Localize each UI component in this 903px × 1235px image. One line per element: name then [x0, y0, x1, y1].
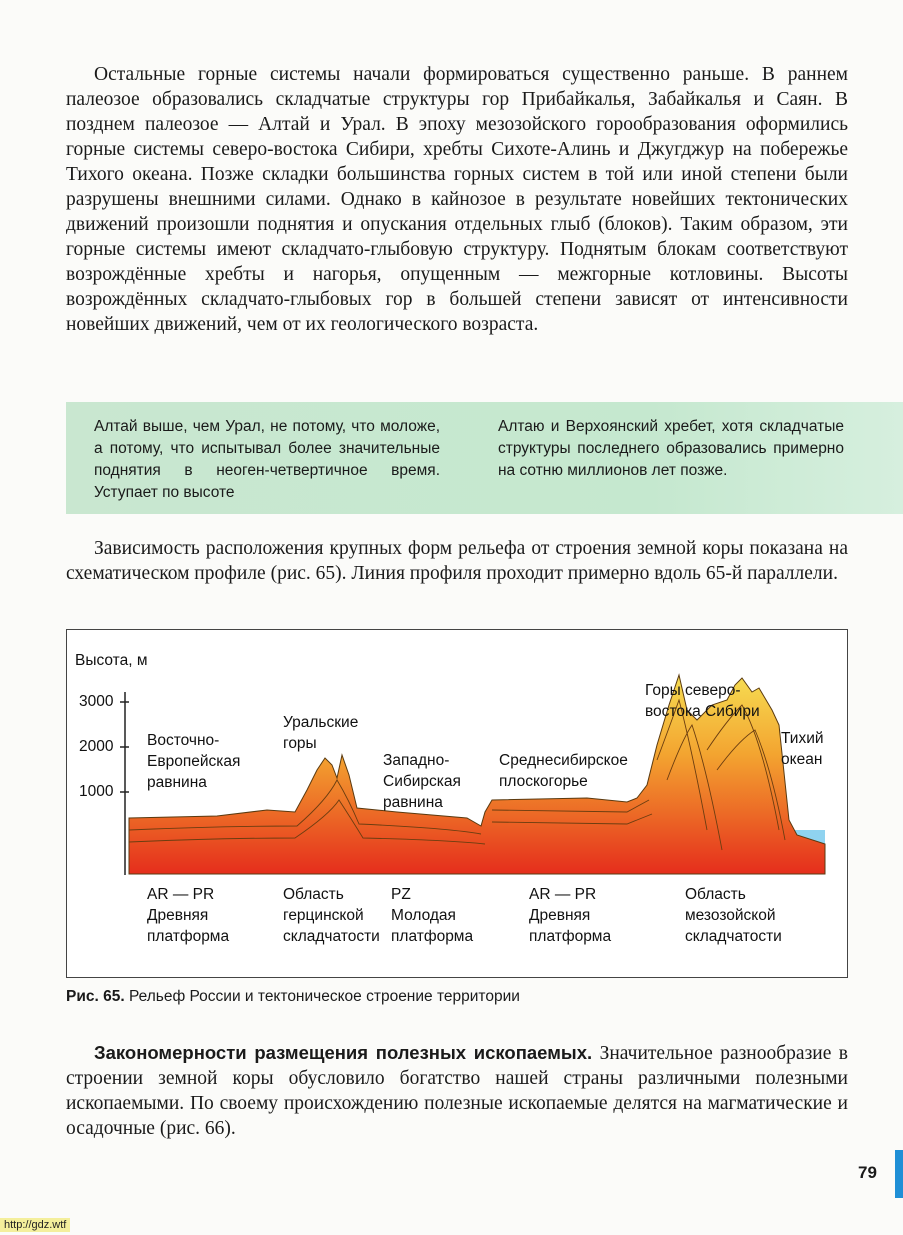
- paragraph-minerals: [66, 1040, 848, 1141]
- label-east-european-plain: Восточно- Европейская равнина: [147, 732, 241, 791]
- label-ancient-platform-2: AR — PR Древняя платформа: [529, 886, 612, 945]
- label-pacific-ocean: Тихий океан: [781, 730, 824, 768]
- y-tick-label-1000: 1000: [79, 783, 114, 800]
- caption-text: Рельеф России и тектоническое строение территории: [124, 988, 520, 1005]
- y-tick-label-2000: 2000: [79, 738, 114, 755]
- label-ancient-platform-1: AR — PR Древняя платформа: [147, 886, 230, 945]
- paragraph-minerals-text: Значительное разнообразие в строении земной коры обусловило богатство нашей страны различными полезными ископаемыми. По своему происхождению полезные ископаемые делятся на магматические и осадочные (рис. 66).: [66, 1043, 848, 1139]
- label-hercynian-fold: Область герцинской складчатости: [283, 886, 380, 945]
- label-young-platform: PZ Молодая платформа: [391, 886, 474, 945]
- figure-caption: [66, 988, 520, 1006]
- label-ural-mountains: Уральские горы: [283, 714, 359, 752]
- label-ne-siberia-mountains: Горы северо- востока Сибири: [645, 682, 760, 720]
- figure-relief-profile: [66, 629, 848, 978]
- page-edge-marker: [895, 1150, 903, 1198]
- caption-number: Рис. 65.: [66, 988, 125, 1005]
- section-heading-minerals: Закономерности размещения полезных ископаемых.: [94, 1042, 593, 1063]
- y-tick-label-3000: 3000: [79, 693, 114, 710]
- paragraph-mountains-age: Остальные горные системы начали формироваться существенно раньше. В раннем палеозое образовались складчатые структуры гор Прибайкалья, Забайкалья и Саян. В позднем палеозое — Алтай и Урал. В эпоху мезозойского горообразования оформились горные системы северо-востока Сибири, хребты Сихоте-Алинь и Джугджур на побережье Тихого океана. Позже складки большинства горных систем в той или иной степени были разрушены внешними силами. Однако в кайнозое в результате новейших тектонических движений произошли поднятия и опускания отдельных глыб (блоков). Таким образом, эти горные системы имеют складчато-глыбовую структуру. Поднятым блокам соответствуют возрождённые хребты и нагорья, опущенным — межгорные котловины. Высоты возрождённых складчато-глыбовых гор в большей степени зависят от интенсивности новейших движений, чем от их геологического возраста.: [66, 64, 848, 335]
- paragraph-profile-intro: Зависимость расположения крупных форм рельефа от строения земной коры показана на схематическом профиле (рис. 65). Линия профиля проходит примерно вдоль 65-й параллели.: [66, 538, 848, 584]
- label-mesozoic-fold: Область мезозойской складчатости: [685, 886, 782, 945]
- note-box: [66, 402, 903, 514]
- label-central-siberian-plateau: Среднесибирское плоскогорье: [499, 752, 628, 790]
- watermark-link[interactable]: http://gdz.wtf: [0, 1218, 70, 1232]
- page-number: 79: [858, 1163, 877, 1182]
- y-axis-label: Высота, м: [75, 652, 148, 669]
- note-right-text: Алтаю и Верхоянский хребет, хотя складчатые структуры последнего образовались примерно на сотню миллионов лет позже.: [498, 418, 844, 479]
- note-left-text: Алтай выше, чем Урал, не потому, что моложе, а потому, что испытывал более значительные поднятия в неоген-четвертичное время. Уступает по высоте: [94, 418, 440, 501]
- label-west-siberian-plain: Западно- Сибирская равнина: [383, 752, 461, 811]
